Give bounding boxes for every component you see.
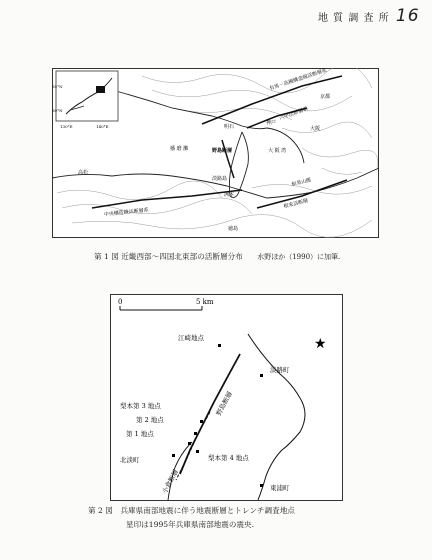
label-hokudan-town: 北淡町 (120, 456, 140, 464)
inset-label-130e: 130°E (60, 124, 73, 129)
figure-2-trench-map (110, 294, 343, 501)
figure-1-fault-map (52, 68, 379, 238)
label-ezaki-point: 江崎地点 (178, 334, 204, 342)
japan-inset-map (52, 71, 118, 129)
label-negoro-fault: 根来活断層 (283, 198, 309, 210)
label-ogura-fault: 小倉断層 (160, 468, 180, 495)
label-tokushima: 徳島 (228, 226, 239, 232)
label-point-1: 第 1 地点 (126, 430, 154, 438)
figure-2-caption-line-1: 第 2 図 兵庫県南部地震に伴う地震断層とトレンチ調査地点 (88, 506, 295, 515)
label-nojima-fault: 野島断層 (212, 148, 233, 154)
higashiura-town-marker (260, 484, 263, 487)
ezaki-point-marker (218, 344, 221, 347)
scale-zero-label: 0 (118, 298, 123, 306)
inset-label-140e: 140°E (96, 124, 109, 129)
page-number: 16 (395, 6, 420, 26)
label-higashiura-town: 東浦町 (270, 484, 290, 492)
epicenter-star-icon: ★ (314, 336, 327, 352)
scale-km-label: 5 km (196, 298, 214, 306)
awaji-town-marker (260, 374, 263, 377)
label-awaji-island: 淡路島 (212, 176, 228, 182)
label-akashi: 明石 (224, 124, 235, 130)
nashimoto-3-marker (200, 420, 203, 423)
label-awaji-town: 淡路町 (270, 366, 290, 374)
org-name: 地 質 調 査 所 (318, 13, 390, 24)
page-header (318, 6, 420, 26)
inset-label-30n: 30°N (52, 108, 63, 113)
figure-1-title: 近畿西部～四国北東部の活断層分布 (121, 252, 243, 261)
figure-1-credit: 水野ほか（1990）に加筆. (257, 253, 341, 261)
study-area-marker (96, 86, 105, 93)
label-sumoto: 洲本 (224, 192, 235, 198)
label-nashimoto-3: 梨本第 3 地点 (120, 402, 161, 410)
point-2-marker (194, 432, 197, 435)
label-takamatsu: 高松 (78, 170, 89, 176)
label-izumi-mountains: 和泉山脈 (291, 177, 312, 188)
label-kyoto: 京都 (320, 94, 331, 100)
inset-label-35n: 35°N (52, 84, 63, 89)
label-kobe: 神戸 (266, 120, 277, 126)
label-nojima-fault: 野島断層 (214, 390, 234, 417)
label-arima-takatsuki-fault: 有馬－高槻構造線活断層系 (268, 68, 328, 92)
label-rokko-fault: 六甲活断層系 (278, 105, 309, 122)
label-osaka: 大阪 (310, 126, 321, 132)
hokudan-town-marker (172, 454, 175, 457)
label-point-2: 第 2 地点 (136, 416, 164, 424)
figure-2-caption-line-2: 星印は1995年兵庫県南部地震の震央. (126, 520, 255, 529)
label-median-tectonic-line: 中央構造線活断層系 (103, 207, 149, 218)
point-1-marker (188, 442, 191, 445)
label-osaka-bay: 大 阪 湾 (268, 148, 287, 154)
figure-1-number: 第 1 図 (94, 252, 119, 261)
nashimoto-4-marker (196, 450, 199, 453)
figure-1-caption (94, 251, 340, 262)
label-harima-nada: 播 磨 灘 (170, 146, 189, 152)
label-nashimoto-4: 梨本第 4 地点 (208, 454, 249, 462)
